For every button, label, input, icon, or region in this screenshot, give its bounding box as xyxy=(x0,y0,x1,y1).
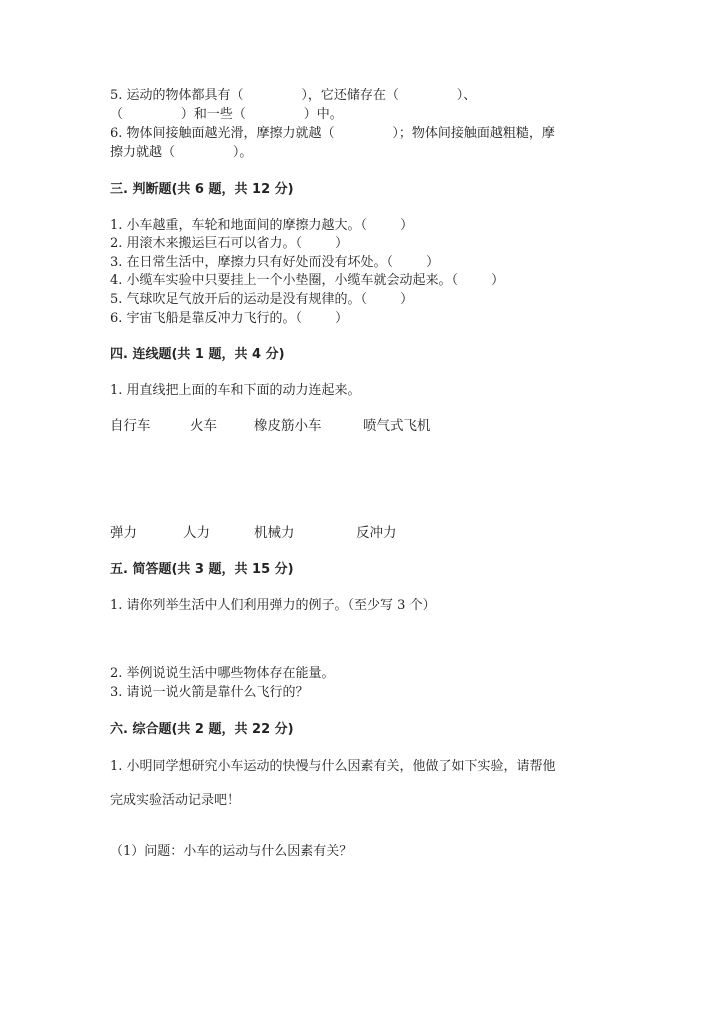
power-human: 人力 xyxy=(183,525,210,541)
vehicle-bicycle: 自行车 xyxy=(110,418,151,434)
q5-line-2: （ ）和一些（ ）中。 xyxy=(110,107,343,122)
judge-item-6: 6. 宇宙飞船是靠反冲力飞行的。（ ） xyxy=(110,311,349,326)
judge-item-4: 4. 小缆车实验中只要挂上一个小垫圈，小缆车就会动起来。（ ） xyxy=(110,273,505,288)
power-mechanical: 机械力 xyxy=(254,525,295,541)
short-answer-2: 2. 举例说说生活中哪些物体存在能量。 xyxy=(110,666,335,681)
q6-line-2: 擦力就越（ ）。 xyxy=(110,145,253,160)
power-recoil: 反冲力 xyxy=(356,525,397,541)
section-4-heading: 四. 连线题(共 1 题，共 4 分) xyxy=(110,347,285,362)
vehicle-jet-plane: 喷气式飞机 xyxy=(363,418,431,434)
matching-question: 1. 用直线把上面的车和下面的动力连起来。 xyxy=(110,383,361,398)
section-3-heading: 三. 判断题(共 6 题，共 12 分) xyxy=(110,182,294,197)
comprehensive-q1-line-2: 完成实验活动记录吧！ xyxy=(110,793,241,808)
vehicle-train: 火车 xyxy=(190,418,217,434)
short-answer-3: 3. 请说一说火箭是靠什么飞行的？ xyxy=(110,685,309,700)
judge-item-3: 3. 在日常生活中，摩擦力只有好处而没有坏处。（ ） xyxy=(110,255,440,270)
section-6-heading: 六. 综合题(共 2 题，共 22 分) xyxy=(110,722,294,737)
short-answer-1: 1. 请你列举生活中人们利用弹力的例子。（至少写 3 个） xyxy=(110,598,436,613)
q5-line-1: 5. 运动的物体都具有（ ），它还储存在（ ）、 xyxy=(110,88,477,103)
vehicle-rubber-band-car: 橡皮筋小车 xyxy=(254,418,322,434)
judge-item-1: 1. 小车越重，车轮和地面间的摩擦力越大。（ ） xyxy=(110,218,414,233)
power-elastic: 弹力 xyxy=(110,525,137,541)
judge-item-5: 5. 气球吹足气放开后的运动是没有规律的。（ ） xyxy=(110,292,414,307)
judge-item-2: 2. 用滚木来搬运巨石可以省力。（ ） xyxy=(110,236,349,251)
section-5-heading: 五. 简答题(共 3 题，共 15 分) xyxy=(110,562,294,577)
q6-line-1: 6. 物体间接触面越光滑，摩擦力就越（ ）；物体间接触面越粗糙，摩 xyxy=(110,126,555,141)
comprehensive-sub-question-1: （1）问题：小车的运动与什么因素有关？ xyxy=(110,844,353,859)
comprehensive-q1-line-1: 1. 小明同学想研究小车运动的快慢与什么因素有关，他做了如下实验，请帮他 xyxy=(110,759,556,774)
